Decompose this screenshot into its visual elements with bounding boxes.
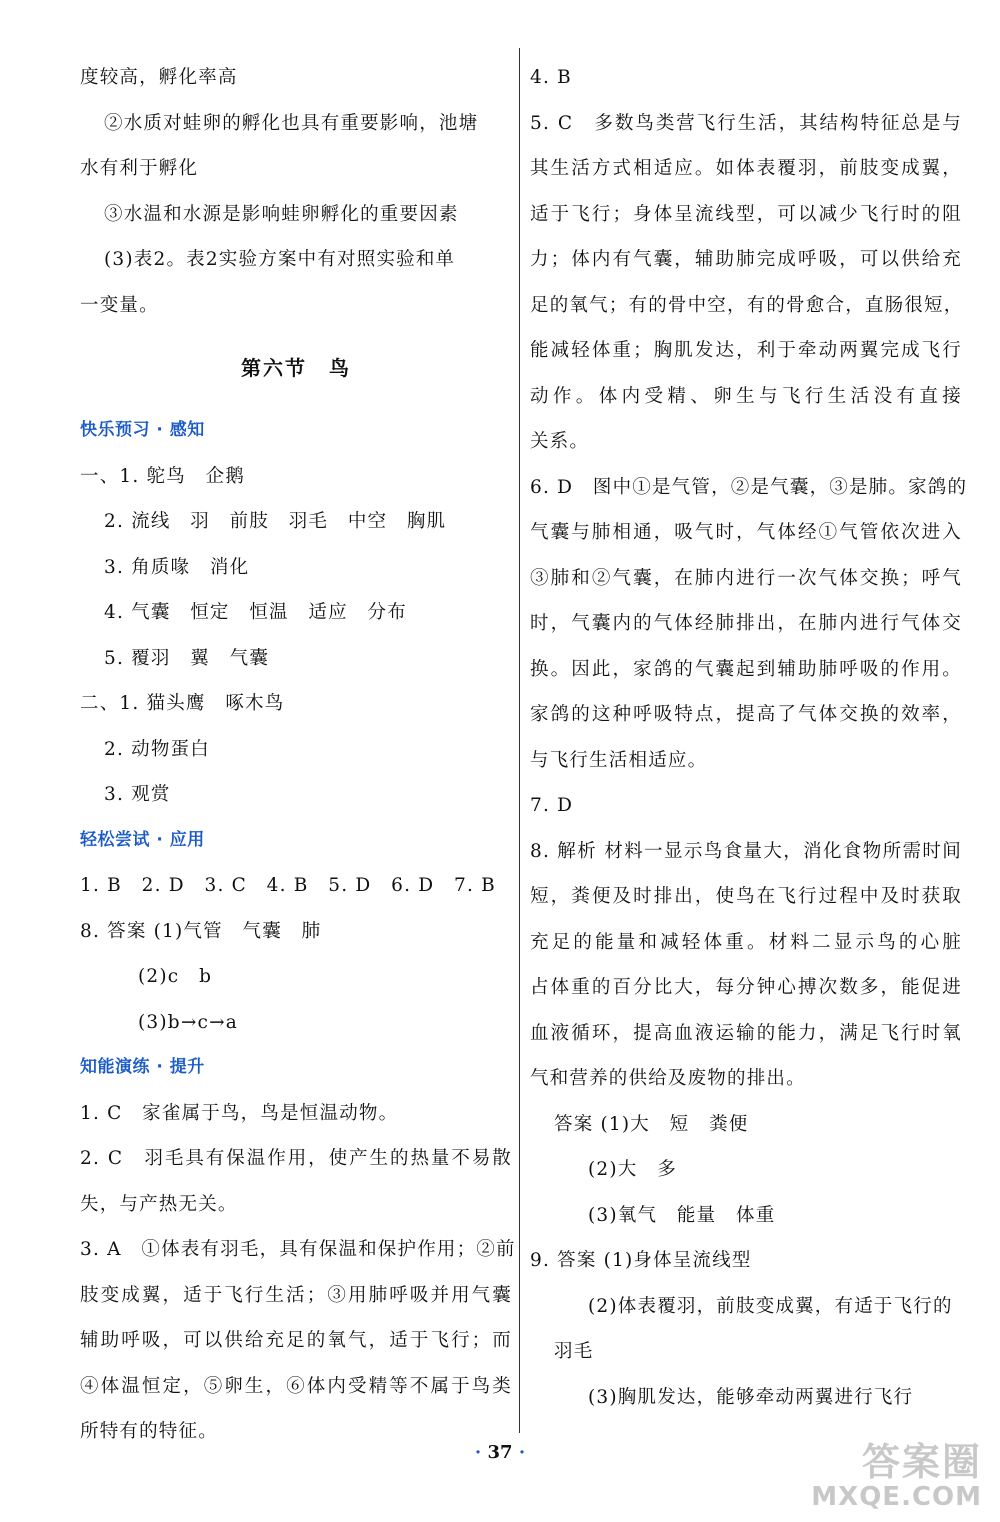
section-heading: 轻松尝试 · 应用 [80,829,205,850]
answer-line: 时，气囊内的气体经肺排出，在肺内进行气体交 [530,613,962,634]
text-line: 度较高，孵化率高 [80,67,238,88]
answer-line: (3)b→c→a [138,1011,239,1033]
answer-line: 7. D [530,795,574,816]
answer-line: (3)胸肌发达，能够牵动两翼进行飞行 [588,1386,914,1408]
text-line: ②水质对蛙卵的孵化也具有重要影响，池塘 [104,112,479,134]
answer-line: (2)c b [138,966,213,987]
answer-line: 8. 解析 材料一显示鸟食量大，消化食物所需时间 [530,840,962,862]
answer-line: 4. 气囊 恒定 恒温 适应 分布 [104,602,407,623]
page-dot-left: · [474,1442,482,1463]
answer-line: 占体重的百分比大，每分钟心搏次数多，能促进 [530,977,962,998]
answer-line: (3)氧气 能量 体重 [588,1204,776,1226]
section-title: 第六节 鸟 [241,356,351,380]
answer-line: 6. D 图中①是气管，②是气囊，③是肺。家鸽的 [530,476,968,498]
answer-line: 9. 答案 (1)身体呈流线型 [530,1250,752,1271]
left-column [80,55,516,1455]
answer-line: 血液循环，提高血液运输的能力，满足飞行时氧 [530,1022,962,1044]
answer-line: 羽毛 [554,1341,594,1362]
text-line: 水有利于孵化 [80,158,199,179]
answer-line: 2. 流线 羽 前肢 羽毛 中空 胸肌 [104,511,447,532]
answer-line: 能减轻体重；胸肌发达，利于牵动两翼完成飞行 [530,340,962,361]
answer-line: 一、1. 鸵鸟 企鹅 [80,465,246,487]
answer-line: 3. 角质喙 消化 [104,556,250,578]
answer-line: 家鸽的这种呼吸特点，提高了气体交换的效率， [530,704,962,725]
page-dot-right: · [518,1442,526,1463]
answer-line: 1. C 家雀属于鸟，鸟是恒温动物。 [80,1102,399,1124]
answer-line: 2. 动物蛋白 [104,738,210,760]
answer-line: (2)体表覆羽，前肢变成翼，有适于飞行的 [588,1295,953,1317]
answer-line: 辅助呼吸，可以供给充足的氧气，适于飞行；而 [80,1330,512,1351]
answer-line: ③肺和②气囊，在肺内进行一次气体交换；呼气 [530,567,962,589]
answer-line: 足的氧气；有的骨中空，有的骨愈合，直肠很短， [530,294,964,316]
answer-line: 答案 (1)大 短 粪便 [554,1113,749,1135]
answer-line: 2. C 羽毛具有保温作用，使产生的热量不易散 [80,1148,512,1169]
answer-line: 8. 答案 (1)气管 气囊 肺 [80,920,322,942]
answer-line: 3. A ①体表有羽毛，具有保温和保护作用；②前 [80,1239,516,1260]
answer-line: 肢变成翼，适于飞行生活；③用肺呼吸并用气囊 [80,1284,512,1306]
answer-line: 气囊与肺相通，吸气时，气体经①气管依次进入 [530,522,962,543]
answer-line: 4. B [530,67,572,88]
text-line: (3)表2。表2实验方案中有对照实验和单 [104,249,456,270]
answer-line: 5. C 多数鸟类营飞行生活，其结构特征总是与 [530,112,962,134]
answer-line: 充足的能量和减轻体重。材料二显示鸟的心脏 [530,931,962,953]
answer-line: 失，与产热无关。 [80,1193,238,1215]
answer-line: 动作。体内受精、卵生与飞行生活没有直接 [530,385,962,407]
answer-line: 5. 覆羽 翼 气囊 [104,647,270,669]
column-divider [519,48,520,1433]
page-number-text: 37 [487,1442,513,1463]
text-line: ③水温和水源是影响蛙卵孵化的重要因素 [104,203,459,225]
watermark [811,1442,982,1512]
answer-line: 二、1. 猫头鹰 啄木鸟 [80,693,285,714]
answer-line: 短，粪便及时排出，使鸟在飞行过程中及时获取 [530,886,962,907]
watermark-logo-text: 答案圈 [861,1440,982,1484]
answer-line: 所特有的特征。 [80,1421,218,1442]
answer-line: 气和营养的供给及废物的排出。 [530,1068,806,1089]
section-heading: 快乐预习 · 感知 [80,420,205,440]
answer-line: 与飞行生活相适应。 [530,749,708,771]
answer-line: ④体温恒定，⑤卵生，⑥体内受精等不属于鸟类 [80,1375,512,1397]
answer-line: 适于飞行；身体呈流线型，可以减少飞行时的阻 [530,203,962,225]
watermark-url: MXQE.COM [811,1482,982,1512]
right-column [530,55,968,1420]
text-line: 一变量。 [80,294,159,316]
answer-line: 关系。 [530,431,590,452]
answer-line: 3. 观赏 [104,784,171,805]
answer-line: 力；体内有气囊，辅助肺完成呼吸，可以供给充 [530,249,962,270]
answer-line: 换。因此，家鸽的气囊起到辅助肺呼吸的作用。 [530,658,962,680]
answer-line: 1. B 2. D 3. C 4. B 5. D 6. D 7. B [80,875,496,896]
section-heading: 知能演练 · 提升 [80,1057,205,1077]
answer-line: (2)大 多 [588,1159,677,1180]
answer-line: 其生活方式相适应。如体表覆羽，前肢变成翼， [530,158,962,179]
